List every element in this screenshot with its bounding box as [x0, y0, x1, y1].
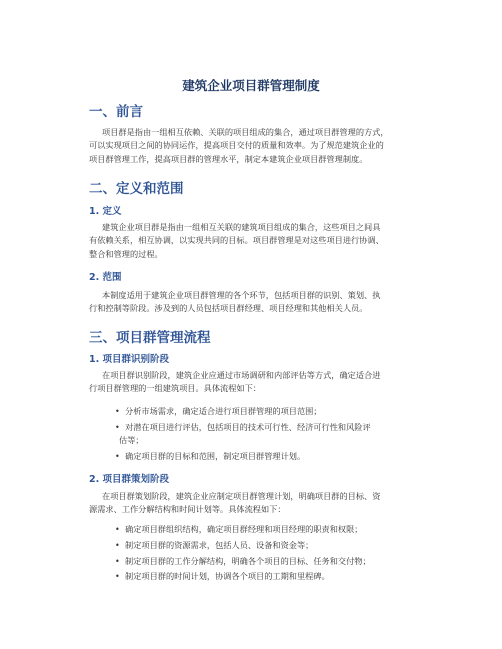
paragraph-line: 整合和管理的过程。: [89, 248, 163, 259]
list-item: [115, 570, 435, 583]
identification-paragraph: [89, 369, 424, 396]
bullet-icon: •: [115, 452, 120, 461]
list-item-text: 制定项目群的时间计划，协调各个项目的工期和里程碑。: [125, 571, 330, 581]
paragraph-line: 行和控制等阶段。涉及到的人员包括项目群经理、项目经理和其他相关人员。: [89, 303, 368, 314]
definition-paragraph: [89, 221, 424, 261]
list-item-text: 确定项目群组织结构，确定项目群经理和项目经理的职责和权限；: [125, 524, 363, 534]
bullet-icon: •: [115, 541, 120, 550]
bullet-icon: •: [115, 525, 120, 534]
preface-paragraph: [89, 126, 424, 166]
subheading-identification: 1. 项目群识别阶段: [89, 354, 170, 365]
bullet-icon: •: [115, 557, 120, 566]
list-item: [115, 421, 435, 448]
bullet-icon: •: [115, 572, 120, 581]
subheading-definition: 1. 定义: [89, 206, 122, 217]
paragraph-line: 行项目群管理的一组建筑项目。具体流程如下：: [89, 383, 261, 394]
section-heading-definition-scope: 二、定义和范围: [89, 181, 184, 197]
list-item-text: 估等；: [119, 435, 144, 446]
bullet-icon: •: [115, 407, 120, 416]
paragraph-line: 有依赖关系，相互协调，以实现共同的目标。项目群管理是对这些项目进行协调、: [89, 235, 384, 246]
subheading-scope: 2. 范围: [89, 272, 122, 283]
list-item: [115, 450, 435, 463]
paragraph-line: 在项目群识别阶段，建筑企业应通过市场调研和内部评估等方式，确定适合进: [102, 370, 381, 380]
bullet-icon: •: [115, 423, 120, 432]
section-heading-process: 三、项目群管理流程: [89, 330, 211, 346]
planning-paragraph: [89, 490, 424, 517]
section-heading-preface: 一、前言: [89, 104, 143, 120]
list-item: [115, 555, 435, 568]
paragraph-line: 在项目群策划阶段，建筑企业应制定项目群管理计划，明确项目群的目标、资: [102, 491, 381, 501]
subheading-planning: 2. 项目群策划阶段: [89, 474, 170, 485]
paragraph-line: 项目群管理工作，提高项目群的管理水平，制定本建筑企业项目群管理制度。: [89, 153, 368, 164]
list-item: [115, 523, 435, 536]
list-item-text: 制定项目群的资源需求，包括人员、设备和资金等；: [125, 540, 314, 550]
paragraph-line: 项目群是指由一组相互依赖、关联的项目组成的集合，通过项目群管理的方式，: [102, 127, 389, 137]
paragraph-line: 源需求、工作分解结构和时间计划等。具体流程如下：: [89, 504, 286, 515]
list-item: [115, 539, 435, 552]
list-item-text: 确定项目群的目标和范围，制定项目群管理计划。: [125, 451, 306, 461]
list-item: [115, 405, 435, 418]
paragraph-line: 建筑企业项目群是指由一组相互关联的建筑项目组成的集合，这些项目之间具: [102, 222, 381, 232]
paragraph-line: 可以实现项目之间的协同运作，提高项目交付的质量和效率。为了规范建筑企业的: [89, 140, 384, 151]
list-item-text: 制定项目群的工作分解结构，明确各个项目的目标、任务和交付物；: [125, 556, 371, 566]
scope-paragraph: [89, 289, 424, 316]
document-title: 建筑企业项目群管理制度: [182, 78, 320, 93]
list-item-text: 分析市场需求，确定适合进行项目群管理的项目范围；: [125, 406, 322, 416]
paragraph-line: 本制度适用于建筑企业项目群管理的各个环节，包括项目群的识别、策划、执: [102, 290, 381, 300]
list-item-text: 对潜在项目进行评估，包括项目的技术可行性、经济可行性和风险评: [125, 422, 371, 432]
